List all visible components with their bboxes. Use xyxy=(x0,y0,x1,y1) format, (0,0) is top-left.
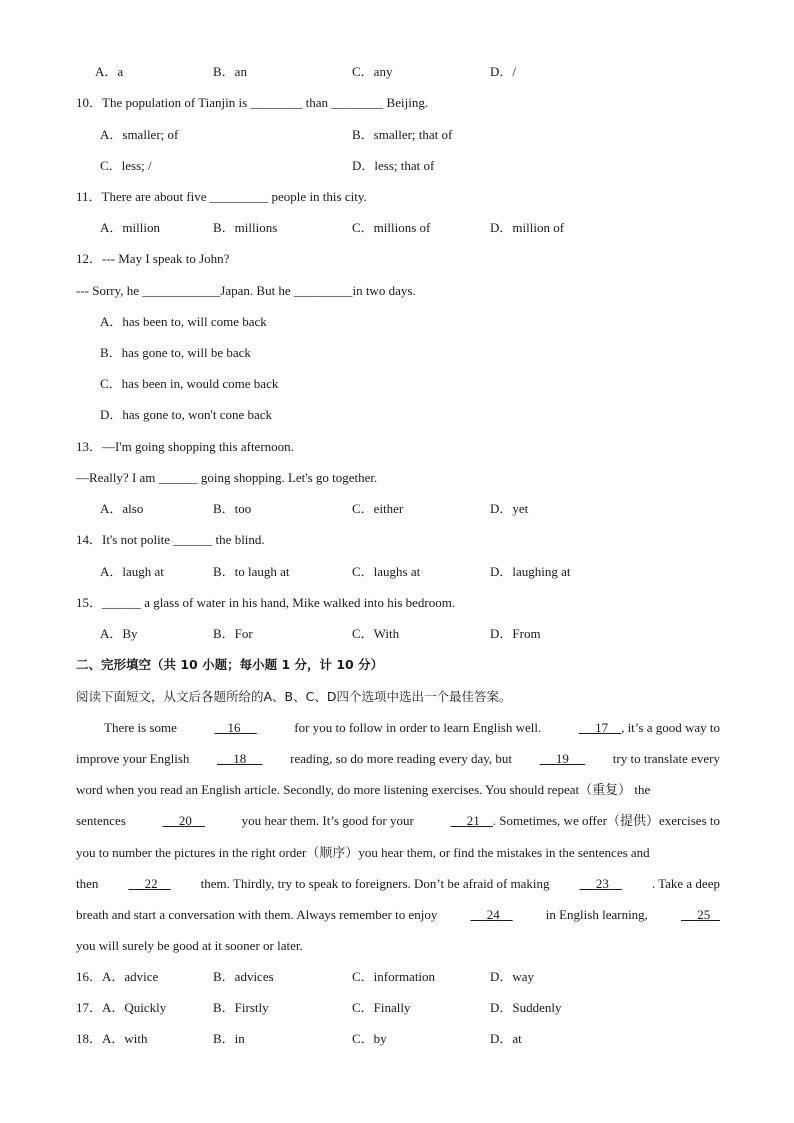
passage-line-7 xyxy=(76,907,720,923)
passage-text: breath and start a conversation with them. Always remember to enjoy xyxy=(76,907,438,922)
q14-option-c: C．laughs at xyxy=(352,564,421,579)
blank-24: 24 xyxy=(486,907,500,922)
q18-option-b: B．in xyxy=(213,1031,245,1046)
q17-option-a: 17．A．Quickly xyxy=(76,1000,167,1015)
passage-text: you will surely be good at it sooner or later. xyxy=(76,938,303,953)
passage-text: There is some xyxy=(104,720,177,735)
q10-option-d: D．less; that of xyxy=(352,158,435,173)
blank-25: 25 xyxy=(697,907,711,922)
q12-option-a: A．has been to, will come back xyxy=(100,314,267,329)
q14-stem: 14．It's not polite ______ the blind. xyxy=(76,532,265,547)
q13-option-d: D．yet xyxy=(490,501,529,516)
blank-19: 19 xyxy=(555,751,569,766)
passage-line-4 xyxy=(76,813,720,829)
q17-option-c: C．Finally xyxy=(352,1000,411,1015)
q13-option-c: C．either xyxy=(352,501,404,516)
passage-text: . Take a deep xyxy=(651,876,720,891)
q15-option-c: C．With xyxy=(352,626,400,641)
q12-stem-1: 12．--- May I speak to John? xyxy=(76,251,230,266)
passage-line-3 xyxy=(76,782,720,798)
blank-20: 20 xyxy=(178,813,192,828)
section-2-title: 二、完形填空（共 10 小题；每小题 1 分，计 10 分） xyxy=(76,657,384,672)
q11-option-d: D．million of xyxy=(490,220,565,235)
q9-option-b: B．an xyxy=(213,64,247,79)
passage-text: you hear them. It’s good for your xyxy=(241,813,414,828)
passage-text: you to number the pictures in the right order（顺序）you hear them, or find the mistakes in the sentences and xyxy=(76,845,650,860)
passage-text: word when you read an English article. Secondly, do more listening exercises. You should repeat（重复） the xyxy=(76,782,651,797)
q9-option-d: D．/ xyxy=(490,64,517,79)
passage-line-5 xyxy=(76,845,720,861)
blank-16: 16 xyxy=(227,720,241,735)
blank-22: 22 xyxy=(144,876,158,891)
blank-17: 17 xyxy=(595,720,609,735)
q10-option-a: A．smaller; of xyxy=(100,127,179,142)
passage-line-1 xyxy=(76,720,720,736)
passage-text: . Sometimes, we offer（提供）exercises to xyxy=(492,813,720,828)
passage-text: then xyxy=(76,876,99,891)
q15-option-d: D．From xyxy=(490,626,541,641)
q13-option-a: A．also xyxy=(100,501,144,516)
q9-option-a: A．a xyxy=(95,64,124,79)
q16-option-d: D．way xyxy=(490,969,535,984)
q13-stem-2: —Really? I am ______ going shopping. Let's go together. xyxy=(76,470,378,485)
q14-option-a: A．laugh at xyxy=(100,564,164,579)
passage-text: them. Thirdly, try to speak to foreigners. Don’t be afraid of making xyxy=(200,876,550,891)
q15-stem: 15．______ a glass of water in his hand, Mike walked into his bedroom. xyxy=(76,595,456,610)
q15-option-a: A．By xyxy=(100,626,138,641)
q16-option-c: C．information xyxy=(352,969,436,984)
q10-stem: 10．The population of Tianjin is ________ than ________ Beijing. xyxy=(76,95,429,110)
q11-option-a: A．million xyxy=(100,220,160,235)
passage-text: try to translate every xyxy=(612,751,720,766)
q18-option-d: D．at xyxy=(490,1031,522,1046)
q18-option-a: 18．A．with xyxy=(76,1031,148,1046)
q13-stem-1: 13．—I'm going shopping this afternoon. xyxy=(76,439,294,454)
q11-stem: 11．There are about five _________ people in this city. xyxy=(76,189,367,204)
blank-21: 21 xyxy=(466,813,480,828)
q14-option-d: D．laughing at xyxy=(490,564,571,579)
q18-option-c: C．by xyxy=(352,1031,387,1046)
q14-option-b: B．to laugh at xyxy=(213,564,290,579)
passage-text: in English learning, xyxy=(545,907,648,922)
q10-option-b: B．smaller; that of xyxy=(352,127,453,142)
passage-text: sentences xyxy=(76,813,126,828)
q16-option-b: B．advices xyxy=(213,969,274,984)
passage-text: reading, so do more reading every day, but xyxy=(290,751,513,766)
q17-option-b: B．Firstly xyxy=(213,1000,269,1015)
blank-18: 18 xyxy=(233,751,247,766)
q16-option-a: 16．A．advice xyxy=(76,969,159,984)
passage-text: , it’s a good way to xyxy=(621,720,720,735)
section-2-instruction: 阅读下面短文，从文后各题所给的A、B、C、D四个选项中选出一个最佳答案。 xyxy=(76,689,512,704)
q15-option-b: B．For xyxy=(213,626,253,641)
passage-text: for you to follow in order to learn English well. xyxy=(294,720,542,735)
q10-option-c: C．less; / xyxy=(100,158,152,173)
q11-option-b: B．millions xyxy=(213,220,278,235)
q13-option-b: B．too xyxy=(213,501,252,516)
blank-23: 23 xyxy=(595,876,609,891)
passage-line-2 xyxy=(76,751,720,767)
passage-line-8 xyxy=(76,938,720,954)
passage-text: improve your English xyxy=(76,751,190,766)
q12-stem-2: --- Sorry, he ____________Japan. But he _________in two days. xyxy=(76,283,416,298)
q9-option-c: C．any xyxy=(352,64,393,79)
q17-option-d: D．Suddenly xyxy=(490,1000,562,1015)
q12-option-c: C．has been in, would come back xyxy=(100,376,279,391)
q11-option-c: C．millions of xyxy=(352,220,431,235)
q12-option-b: B．has gone to, will be back xyxy=(100,345,251,360)
passage-line-6 xyxy=(76,876,720,892)
q12-option-d: D．has gone to, won't cone back xyxy=(100,407,273,422)
